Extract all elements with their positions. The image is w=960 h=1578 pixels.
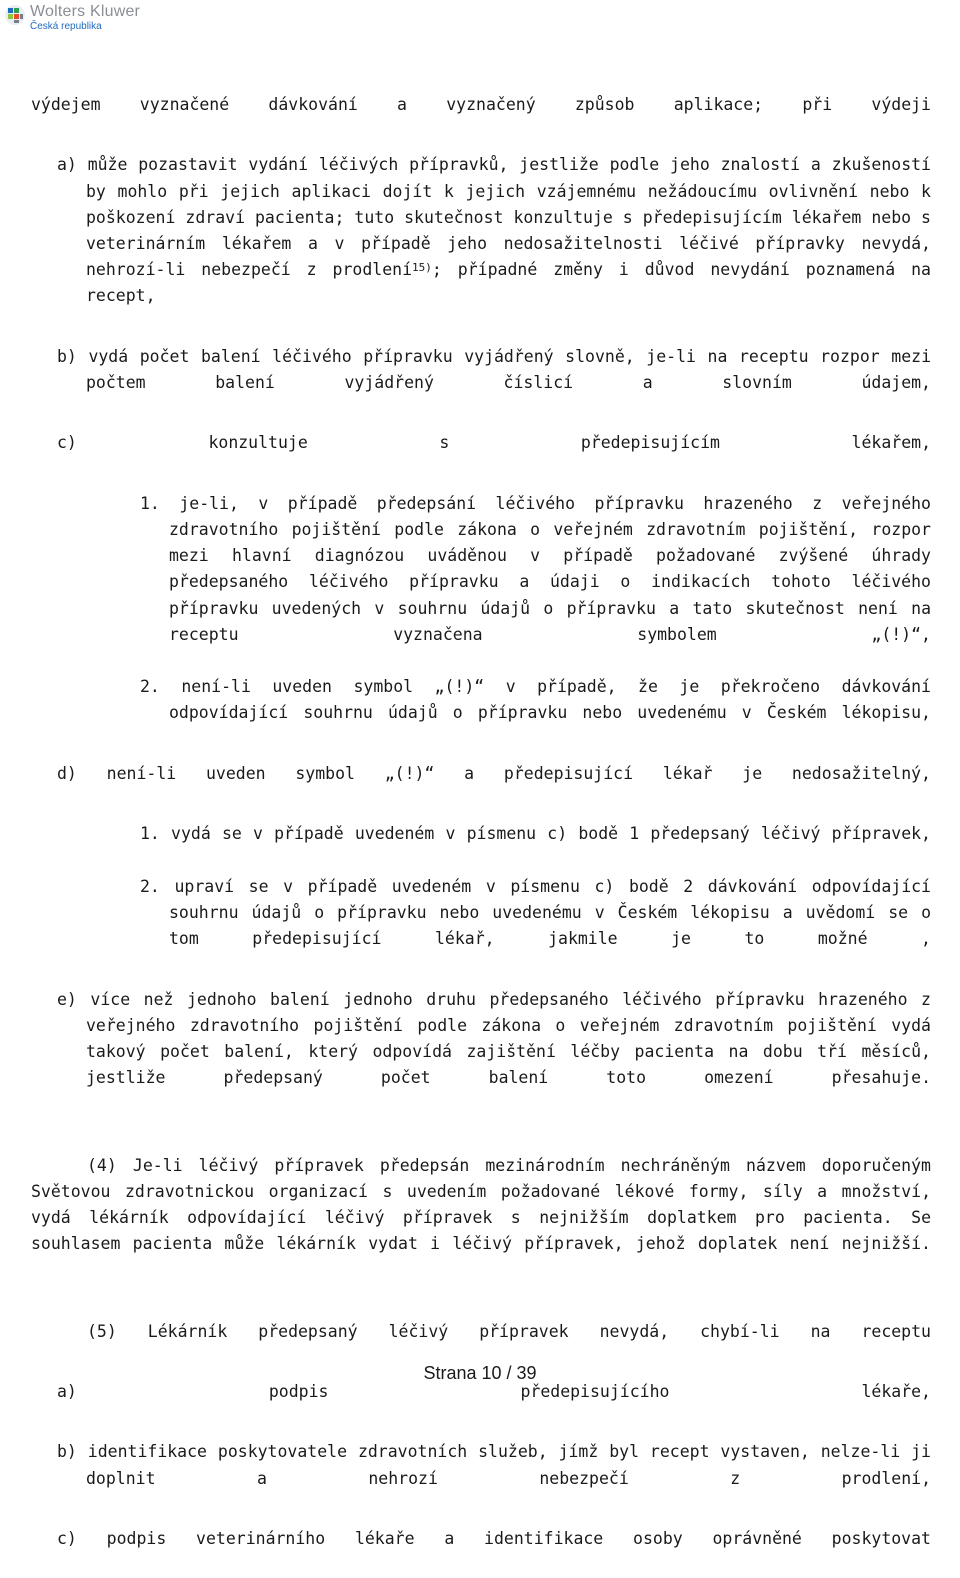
brand-subtitle: Česká republika — [30, 21, 102, 32]
item-d-1: 1. vydá se v případě uvedeném v písmenu c) bodě 1 předepsaný léčivý přípravek, — [140, 824, 931, 844]
paragraph-5-item-b: b) identifikace poskytovatele zdravotních služeb, jímž byl recept vystaven, nelze-li ji doplnit a nehrozí nebezpečí z prodlení, — [57, 1442, 931, 1488]
item-c: c) konzultuje s předepisujícím lékařem, — [57, 433, 931, 453]
wolters-kluwer-logo-icon — [4, 4, 26, 26]
item-c-2: 2. není-li uveden symbol „(!)“ v případě, že je překročeno dávkování odpovídající souhrnu údajů o přípravku nebo uvedenému v Českém lékopisu, — [140, 677, 931, 723]
item-d-2: 2. upraví se v případě uvedeném v písmenu c) bodě 2 dávkování odpovídající souhrnu údajů o přípravku nebo uvedenému v Českém lékopisu a uvědomí se o tom předepisující lékař, jakmile je to možné , — [140, 876, 931, 949]
item-a-text: a) může pozastavit vydání léčivých přípravků, jestliže podle jeho znalostí a zkušeností by mohlo při jejich aplikaci dojít k jejich vzájemnému nežádoucímu ovlivnění nebo k poškození zdraví pacienta; tuto skutečnost konzultuje s předepisujícím lékařem nebo s veterinárním lékařem a v případě jeho nedosažitelnosti léčivé přípravky nevydá, nehrozí-li nebezpečí z prodlení — [57, 155, 931, 280]
paragraph-5: (5) Lékárník předepsaný léčivý přípravek nevydá, chybí-li na receptu — [87, 1321, 931, 1341]
item-c-1: 1. je-li, v případě předepsání léčivého přípravku hrazeného z veřejného zdravotního pojištění podle zákona o veřejném zdravotním pojištění, rozpor mezi hlavní diagnózou uváděnou v případě požadované zvýšené úhrady předepsaného léčivého přípravku a údaji o indikacích tohoto léčivého přípravku uvedených v souhrnu údajů o přípravku a tato skutečnost není na receptu vyznačena symbolem „(!)“, — [140, 493, 931, 644]
item-b: b) vydá počet balení léčivého přípravku vyjádřený slovně, je-li na receptu rozpor mezi počtem balení vyjádřený číslicí a slovním údajem, — [57, 346, 931, 393]
paragraph-4: (4) Je-li léčivý přípravek předepsán mezinárodním nechráněným názvem doporučeným Světovou zdravotnickou organizací s uvedením požadované lékové formy, síly a množství, vydá lékárník odpovídající léčivý přípravek s nejnižším doplatkem pro pacienta. Se souhlasem pacienta může lékárník vydat i léčivý přípravek, jehož doplatek není nejnižší. — [31, 1155, 931, 1254]
item-e: e) více než jednoho balení jednoho druhu předepsaného léčivého přípravku hrazeného z veřejného zdravotního pojištění podle zákona o veřejném zdravotním pojištění vydá takový počet balení, který odpovídá zajištění léčby pacienta na dobu tří měsíců, jestliže předepsaný počet balení toto omezení přesahuje. — [57, 989, 931, 1088]
item-a — [31, 152, 931, 335]
intro-line: výdejem vyznačené dávkování a vyznačený způsob aplikace; při výdeji — [31, 95, 931, 114]
page-number: Strana 10 / 39 — [423, 1363, 537, 1383]
document-body — [31, 92, 931, 1578]
brand-name: Wolters Kluwer — [30, 3, 141, 20]
paragraph-5-item-c: c) podpis veterinárního lékaře a identifikace osoby oprávněné poskytovat — [57, 1528, 931, 1548]
item-a-text-end: ; případné změny i důvod nevydání poznamená na recept, — [86, 260, 931, 306]
paragraph-5-item-a: a) podpis předepisujícího lékaře, — [57, 1381, 931, 1401]
item-d: d) není-li uveden symbol „(!)“ a předepisující lékař je nedosažitelný, — [57, 763, 931, 783]
brand-logo — [4, 4, 140, 32]
footnote-ref: 15) — [412, 261, 432, 275]
